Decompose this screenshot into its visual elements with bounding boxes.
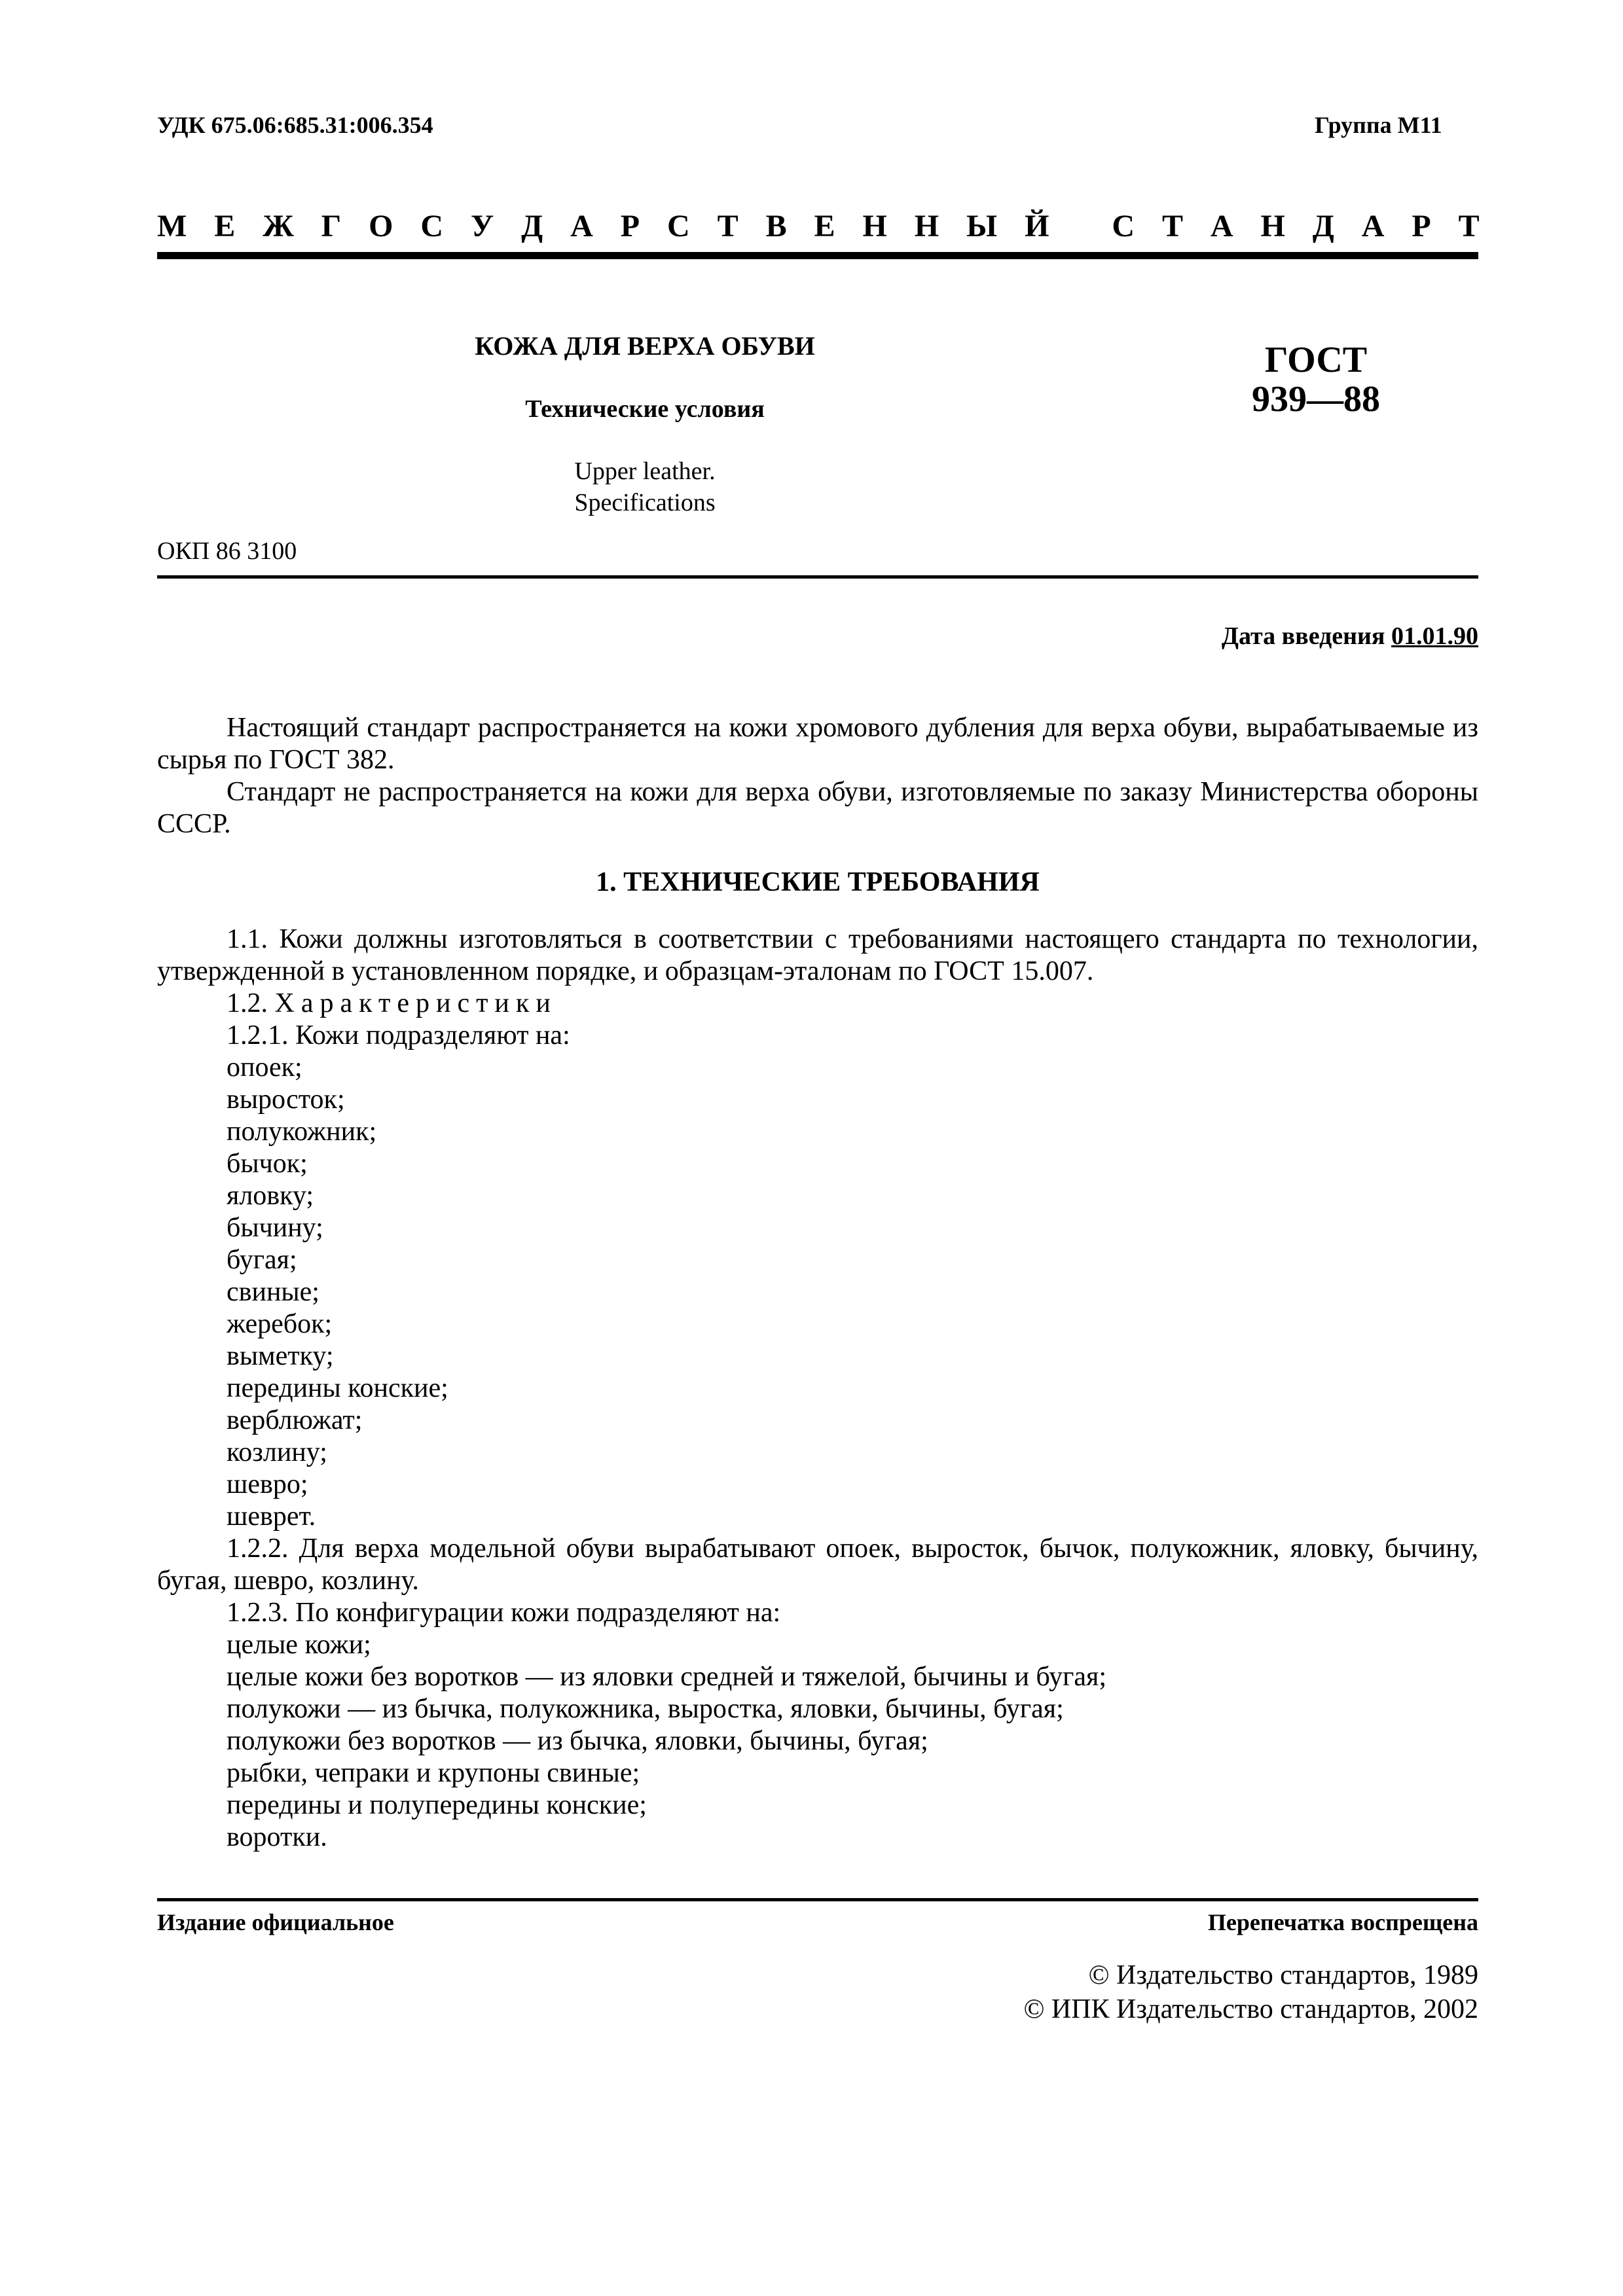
heading-letter: А: [570, 209, 593, 243]
heading-letter: Д: [521, 209, 543, 243]
leather-types-list: [157, 1052, 1478, 1533]
leather-type-item: опоек;: [227, 1052, 302, 1083]
leather-type-item: полукожник;: [227, 1117, 377, 1147]
group-code: Группа М11: [1315, 112, 1442, 138]
heading-letter: С: [1112, 209, 1135, 243]
clause-1-2-number: 1.2.: [227, 988, 268, 1018]
heading-letter: [1076, 208, 1084, 244]
heading-letter: Н: [914, 209, 939, 243]
english-title: [262, 456, 1028, 518]
leather-type-item: шевро;: [227, 1469, 308, 1499]
okp-code: ОКП 86 3100: [157, 537, 297, 565]
configuration-item: целые кожи без воротков — из яловки средней и тяжелой, бычины и бугая;: [227, 1662, 1107, 1692]
document-title: КОЖА ДЛЯ ВЕРХА ОБУВИ: [475, 331, 815, 361]
gost-label: ГОСТ: [1264, 340, 1368, 380]
leather-type-item: козлину;: [227, 1437, 327, 1467]
date-value: 01.01.90: [1391, 622, 1478, 650]
leather-type-item: свиные;: [227, 1277, 319, 1307]
copyright-block: [1023, 1958, 1478, 2026]
udk-code: УДК 675.06:685.31:006.354: [157, 112, 433, 138]
standard-type-heading: [157, 208, 1480, 244]
heading-letter: В: [765, 209, 787, 243]
document-subtitle: Технические условия: [525, 395, 765, 423]
heading-letter: Д: [1312, 209, 1334, 243]
reprint-prohibited: Перепечатка воспрещена: [1207, 1909, 1478, 1935]
leather-type-item: бычок;: [227, 1149, 308, 1179]
official-edition: Издание официальное: [157, 1909, 394, 1935]
configuration-item: воротки.: [227, 1822, 327, 1852]
heading-letter: Т: [717, 209, 739, 243]
leather-type-item: жеребок;: [227, 1309, 333, 1339]
header-rule: [157, 252, 1478, 259]
leather-type-item: бугая;: [227, 1245, 297, 1275]
section-heading: 1. ТЕХНИЧЕСКИЕ ТРЕБОВАНИЯ: [596, 867, 1040, 897]
leather-type-item: шеврет.: [227, 1501, 316, 1532]
heading-letter: Т: [1458, 209, 1480, 243]
heading-letter: Е: [214, 209, 236, 243]
heading-letter: Н: [1260, 209, 1285, 243]
clause-1-1: 1.1. Кожи должны изготовляться в соответствии с требованиями настоящего стандарта по технологии, утвержденной в установленном порядке, и образцам-эталонам по ГОСТ 15.007.: [157, 924, 1478, 986]
gost-number: [1211, 340, 1421, 419]
date-label: Дата введения: [1221, 622, 1385, 650]
leather-type-item: выросток;: [227, 1085, 345, 1115]
heading-letter: С: [420, 209, 444, 243]
clause-1-2-2: 1.2.2. Для верха модельной обуви вырабатывают опоек, выросток, бычок, полукожник, яловку, бычину, бугая, шевро, козлину.: [157, 1534, 1478, 1596]
english-title-line2: Specifications: [574, 489, 716, 516]
leather-type-item: передины конские;: [227, 1373, 448, 1403]
configuration-list: [157, 1629, 1478, 1854]
heading-letter: У: [470, 209, 494, 243]
heading-letter: Ж: [263, 209, 294, 243]
configuration-item: полукожи без воротков — из бычка, яловки, бычины, бугая;: [227, 1726, 928, 1756]
configuration-item: полукожи — из бычка, полукожника, выростка, яловки, бычины, бугая;: [227, 1694, 1064, 1724]
heading-letter: А: [1361, 209, 1385, 243]
clause-1-2-1: 1.2.1. Кожи подразделяют на:: [227, 1020, 570, 1050]
leather-type-item: яловку;: [227, 1181, 314, 1211]
copyright-line-2: © ИПК Издательство стандартов, 2002: [1023, 1994, 1478, 2024]
heading-letter: Е: [814, 209, 835, 243]
heading-letter: Т: [1161, 209, 1183, 243]
heading-letter: О: [369, 209, 393, 243]
heading-letter: Р: [620, 209, 640, 243]
leather-type-item: бычину;: [227, 1213, 323, 1243]
configuration-item: рыбки, чепраки и крупоны свиные;: [227, 1758, 640, 1788]
configuration-item: целые кожи;: [227, 1630, 371, 1660]
heading-letter: Р: [1412, 209, 1431, 243]
english-title-line1: Upper leather.: [574, 457, 716, 485]
introduction-date: [1222, 622, 1478, 651]
configuration-item: передины и полупередины конские;: [227, 1790, 647, 1820]
clause-1-2: [157, 988, 1478, 1020]
title-rule: [157, 575, 1478, 579]
heading-letter: Н: [862, 209, 887, 243]
heading-letter: А: [1210, 209, 1233, 243]
intro-paragraph-1: Настоящий стандарт распространяется на кожи хромового дубления для верха обуви, вырабатываемые из сырья по ГОСТ 382.: [157, 713, 1478, 775]
heading-letter: С: [667, 209, 690, 243]
leather-type-item: выметку;: [227, 1341, 334, 1371]
intro-paragraph-2: Стандарт не распространяется на кожи для верха обуви, изготовляемые по заказу Министерства обороны СССР.: [157, 777, 1478, 839]
document-body: [157, 712, 1478, 1854]
clause-1-2-title: Характеристики: [274, 988, 557, 1018]
clause-1-2-3: 1.2.3. По конфигурации кожи подразделяют на:: [227, 1598, 781, 1628]
heading-letter: Й: [1025, 209, 1049, 243]
copyright-line-1: © Издательство стандартов, 1989: [1088, 1960, 1478, 1990]
heading-letter: М: [157, 209, 187, 243]
leather-type-item: верблюжат;: [227, 1405, 363, 1435]
heading-letter: Г: [321, 209, 342, 243]
footer-rule: [157, 1898, 1478, 1901]
gost-code: 939—88: [1252, 379, 1380, 420]
heading-letter: Ы: [966, 209, 998, 243]
